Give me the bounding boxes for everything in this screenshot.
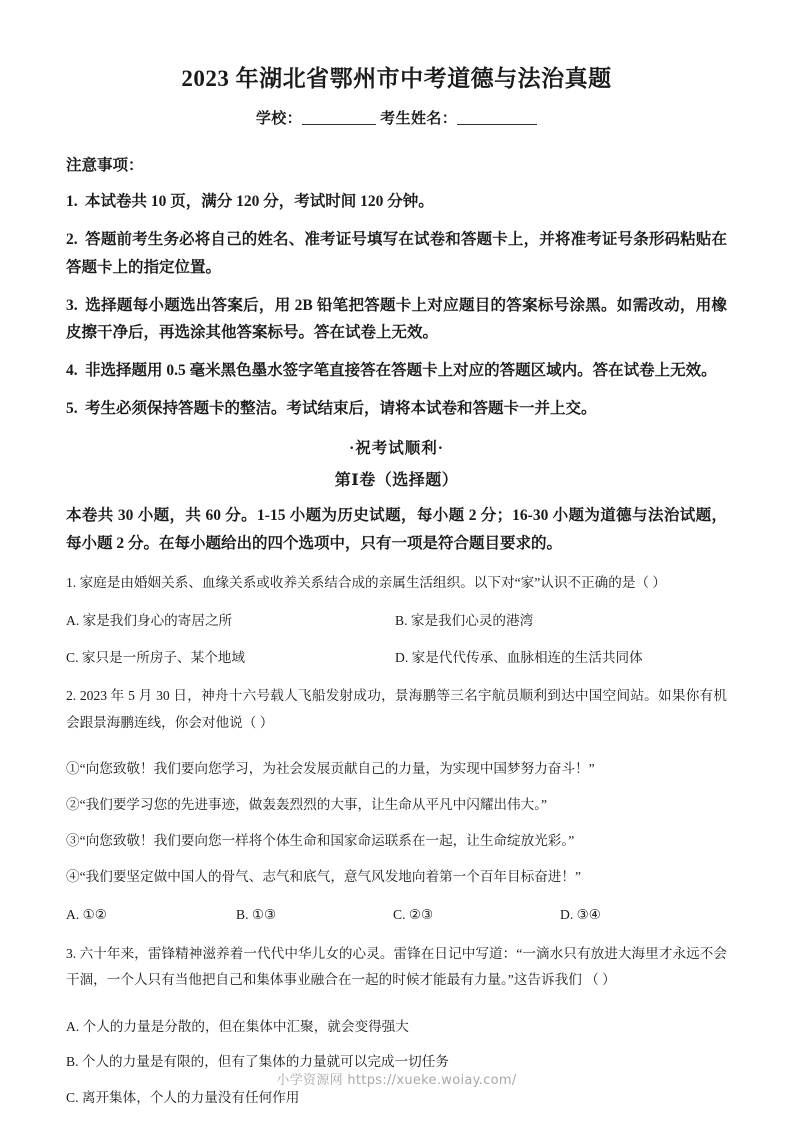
question-3-option-b[interactable]: B. 个人的力量是有限的，但有了集体的力量就可以完成一切任务 bbox=[66, 1054, 449, 1070]
question-2-statement-1: ①“向您致敬！我们要向您学习，为社会发展贡献自己的力量，为实现中国梦努力奋斗！” bbox=[66, 761, 595, 777]
question-2-options bbox=[66, 890, 727, 928]
candidate-name-blank-field[interactable] bbox=[457, 110, 537, 125]
question-2-statement-2: ②“我们要学习您的先进事迹，做轰轰烈烈的大事，让生命从平凡中闪耀出伟大。” bbox=[66, 797, 548, 813]
question-3-options bbox=[66, 994, 727, 1111]
question-1-option-c[interactable]: C. 家只是一所房子、某个地域 bbox=[66, 649, 245, 665]
notice-item-1 bbox=[66, 177, 727, 215]
notice-item-4-number: 4. bbox=[66, 361, 78, 379]
question-2-option-c[interactable]: C. ②③ bbox=[393, 906, 434, 922]
question-3-stem: 3. 六十年来，雷锋精神滋养着一代代中华儿女的心灵。雷锋在日记中写道：“一滴水只有放进大海里才永远不会干涸，一个人只有当他把自己和集体事业融合在一起的时候才能最有力量。”这告诉我们 （ ） bbox=[66, 945, 727, 988]
notice-item-4 bbox=[66, 346, 727, 384]
question-2-statements bbox=[66, 736, 727, 889]
notice-item-5 bbox=[66, 384, 727, 422]
notice-item-4-text: 非选择题用 0.5 毫米黑色墨水签字笔直接答在答题卡上对应的答题区域内。答在试卷上无效。 bbox=[85, 361, 717, 379]
notice-item-3-text: 选择题每小题选出答案后，用 2B 铅笔把答题卡上对应题目的答案标号涂黑。如需改动，用橡皮擦干净后，再选涂其他答案标号。答在试卷上无效。 bbox=[66, 296, 727, 341]
question-1-stem: 1. 家庭是由婚姻关系、血缘关系或收养关系结合成的亲属生活组织。以下对“家”认识不正确的是（ ） bbox=[66, 575, 666, 591]
question-3-option-c[interactable]: C. 离开集体，个人的力量没有任何作用 bbox=[66, 1090, 300, 1106]
notice-item-3-number: 3. bbox=[66, 296, 78, 314]
question-2-statement-4: ④“我们要坚定做中国人的骨气、志气和底气，意气风发地向着第一个百年目标奋进！” bbox=[66, 868, 582, 884]
notice-item-2-text: 答题前考生务必将自己的姓名、准考证号填写在试卷和答题卡上，并将准考证号条形码粘贴在答题卡上的指定位置。 bbox=[66, 231, 727, 276]
question-2-option-b[interactable]: B. ①③ bbox=[236, 906, 277, 922]
question-1-options bbox=[66, 597, 727, 671]
question-1-option-d[interactable]: D. 家是代代传承、血脉相连的生活共同体 bbox=[395, 649, 643, 665]
notice-item-1-number: 1. bbox=[66, 193, 78, 211]
blessing-line: ·祝考试顺利· bbox=[349, 440, 444, 458]
question-1 bbox=[66, 557, 727, 670]
notice-item-2 bbox=[66, 215, 727, 280]
footer-watermark: 小学资源网 https://xueke.woiay.com/ bbox=[276, 1073, 517, 1088]
notice-item-5-text: 考生必须保持答题卡的整洁。考试结束后，请将本试卷和答题卡一并上交。 bbox=[85, 400, 597, 418]
notice-heading: 注意事项： bbox=[66, 157, 144, 175]
volume-heading: 第Ⅰ卷（选择题） bbox=[334, 472, 459, 490]
candidate-name-label: 考生姓名： bbox=[380, 111, 458, 128]
question-2-option-d[interactable]: D. ③④ bbox=[560, 906, 601, 922]
section-instruction: 本卷共 30 小题，共 60 分。1-15 小题为历史试题，每小题 2 分；16-30 小题为道德与法治试题，每小题 2 分。在每小题给出的四个选项中，只有一项是符合题目要求的。 bbox=[66, 507, 727, 552]
notice-item-5-number: 5. bbox=[66, 400, 78, 418]
question-1-option-b[interactable]: B. 家是我们心灵的港湾 bbox=[395, 612, 534, 628]
notice-item-3 bbox=[66, 281, 727, 346]
notice-item-2-number: 2. bbox=[66, 231, 78, 249]
school-label: 学校： bbox=[255, 111, 303, 128]
student-info-line bbox=[66, 94, 727, 128]
question-2-option-a[interactable]: A. ①② bbox=[66, 906, 107, 922]
question-2 bbox=[66, 670, 727, 927]
page-title: 2023 年湖北省鄂州市中考道德与法治真题 bbox=[181, 66, 612, 91]
question-2-stem: 2. 2023 年 5 月 30 日，神舟十六号载人飞船发射成功，景海鹏等三名宇航员顺利到达中国空间站。如果你有机会跟景海鹏连线，你会对他说（ ） bbox=[66, 688, 727, 730]
question-3-option-a[interactable]: A. 个人的力量是分散的，但在集体中汇聚，就会变得强大 bbox=[66, 1018, 409, 1034]
notice-item-1-text: 本试卷共 10 页，满分 120 分，考试时间 120 分钟。 bbox=[85, 193, 434, 211]
question-2-statement-3: ③“向您致敬！我们要向您一样将个体生命和国家命运联系在一起，让生命绽放光彩。” bbox=[66, 833, 575, 849]
question-1-option-a[interactable]: A. 家是我们身心的寄居之所 bbox=[66, 612, 233, 628]
school-blank-field[interactable] bbox=[302, 110, 376, 125]
